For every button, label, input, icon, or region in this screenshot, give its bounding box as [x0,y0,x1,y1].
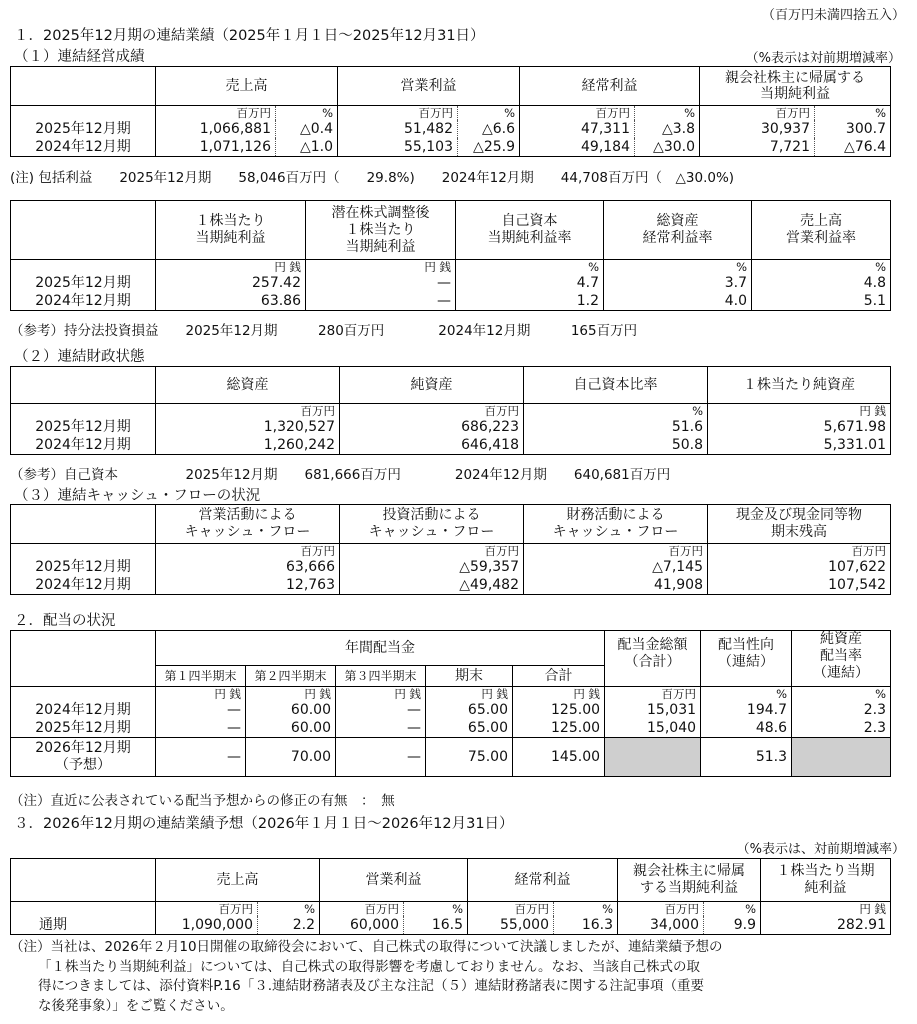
t6-header: 売上高 [156,859,320,902]
cell: △30.0 [635,138,700,157]
t6-unit: % [554,902,618,917]
operating-results-table [10,66,891,157]
cell: 70.00 [246,738,336,777]
cell: 257.42 [156,274,306,292]
cell: 9.9 [704,916,761,935]
cell: — [336,738,426,777]
t6-header: １株当たり当期 純利益 [761,859,891,902]
row-label: 2025年12月期 [11,558,156,576]
cell: 60.00 [246,701,336,719]
t3-header: 純資産 [340,367,524,404]
forecast-row [11,738,891,777]
forecast-footnote [10,938,723,1016]
cell: 686,223 [340,418,524,436]
row-label: 2025年12月期 [11,120,156,138]
cell: 1,320,527 [156,418,340,436]
cell: △59,357 [340,558,524,576]
cell: — [156,719,246,738]
cell: 51,482 [404,121,453,137]
t2-header: 売上高 営業利益率 [752,201,891,260]
t4-unit: 百万円 [156,544,340,559]
cell: 4.0 [604,292,752,311]
cell: 5,671.98 [708,418,891,436]
cell: 12,763 [156,576,340,595]
cell: 2.3 [792,701,891,719]
cell: 125.00 [513,719,605,738]
t6-unit: % [404,902,468,917]
forecast-label: 2026年12月期 （予想） [11,738,156,777]
cell: 4.8 [752,274,891,292]
per-share-table [10,200,891,311]
cell: 7,721 [700,138,815,157]
cell: 300.7 [815,120,891,138]
cell: △49,482 [340,576,524,595]
t1-unit: % [815,106,891,121]
table-row [11,120,891,138]
t2-unit: % [752,260,891,275]
row-label: 2024年12月期 [11,292,156,311]
table-row [11,292,891,311]
cell: 2.3 [792,719,891,738]
t6-header: 経常利益 [468,859,618,902]
section2-title: ２．配当の状況 [14,613,116,629]
cell: 3.7 [604,274,752,292]
cell: 125.00 [513,701,605,719]
section1-title: １．2025年12月期の連結業績（2025年１月１日～2025年12月31日） [14,28,485,44]
t6-unit: 百万円 [364,902,399,916]
cell: 60,000 [320,916,404,935]
t2-header: 総資産 経常利益率 [604,201,752,260]
t4-header: 投資活動による キャッシュ・フロー [340,505,524,544]
cell: 5.1 [752,292,891,311]
cell: 34,000 [618,916,704,935]
financial-position-table [10,366,891,455]
t3-unit: % [524,404,708,419]
cell: △7,145 [524,558,708,576]
footnote-line: 得につきましては、添付資料P.16「３.連結財務諸表及び主な注記（５）連結財務諸表に関する注記事項（重要 [38,978,705,994]
cell: 48.6 [701,719,792,738]
cell: △76.4 [815,138,891,157]
footnote-line: な後発事象）」をご覧ください。 [38,997,234,1014]
t5-subheader: 期末 [426,666,513,687]
t1-header: 親会社株主に帰属する 当期純利益 [700,67,891,106]
t6-header: 営業利益 [320,859,468,902]
table-row [11,436,891,455]
row-label: 2025年12月期 [11,418,156,436]
cell: 1,090,000 [156,916,258,935]
cell: — [156,701,246,719]
t2-header: 潜在株式調整後 １株当たり 当期純利益 [306,201,456,260]
t4-unit: 百万円 [524,544,708,559]
cell: 145.00 [513,738,605,777]
t6-unit: 百万円 [514,902,549,916]
cell: 1,071,126 [156,138,276,157]
cell: 65.00 [426,701,513,719]
t3-unit: 百万円 [156,404,340,419]
t1-header: 営業利益 [338,67,520,106]
cell: — [306,274,456,292]
t5-right-header: 配当金総額 （合計） [605,631,701,687]
cell: 16.3 [554,916,618,935]
t4-unit: 百万円 [708,544,891,559]
cash-flow-table [10,504,891,595]
cell: 50.8 [524,436,708,455]
t3-header: １株当たり純資産 [708,367,891,404]
t1-unit: 百万円 [236,106,271,120]
cell: 55,000 [468,916,554,935]
cell: 1.2 [456,292,604,311]
cell: 16.5 [404,916,468,935]
t5-unit: % [792,687,891,702]
cell: 60.00 [246,719,336,738]
cell: 107,622 [708,558,891,576]
t1-unit: 百万円 [418,106,453,120]
cell: 15,040 [605,719,701,738]
cell: 2.2 [258,916,320,935]
t1-unit: % [458,106,520,121]
t3-header: 自己資本比率 [524,367,708,404]
row-label: 2025年12月期 [11,719,156,738]
t5-subheader: 第３四半期末 [336,666,426,687]
t2-unit: 円 銭 [156,260,306,275]
t2-header: 自己資本 当期純利益率 [456,201,604,260]
t2-unit: 円 銭 [306,260,456,275]
t5-right-header: 純資産 配当率 （連結） [792,631,891,687]
t4-header: 営業活動による キャッシュ・フロー [156,505,340,544]
t4-header: 財務活動による キャッシュ・フロー [524,505,708,544]
footnote-line: 「１株当たり当期純利益」については、自己株式の取得影響を考慮しておりません。なお、当該自己株式の取 [38,958,701,975]
shaded-cell [605,738,701,777]
cell: 194.7 [701,701,792,719]
t5-unit: 円 銭 [426,687,513,702]
t4-header: 現金及び現金同等物 期末残高 [708,505,891,544]
cell: 51.6 [524,418,708,436]
cell: 49,184 [520,138,635,157]
t6-header: 親会社株主に帰属 する当期純利益 [618,859,761,902]
cell: 47,311 [581,121,630,137]
cell: 75.00 [426,738,513,777]
equity-method-note: （参考）持分法投資損益 2025年12月期 280百万円 2024年12月期 165百万円 [10,323,638,339]
table-row [11,576,891,595]
cell: 51.3 [701,738,792,777]
cell: 4.7 [456,274,604,292]
table-row [11,916,891,935]
cell: △3.8 [635,120,700,138]
table-row [11,719,891,738]
t5-unit: 円 銭 [156,687,246,702]
cell: 1,066,881 [199,121,271,137]
t5-subheader: 第１四半期末 [156,666,246,687]
footnote-line: （注）当社は、2026年２月10日開催の取締役会において、自己株式の取得について決議しましたが、連結業績予想の [10,939,723,955]
t3-unit: 百万円 [340,404,524,419]
shaded-cell [792,738,891,777]
cell: 5,331.01 [708,436,891,455]
t3-unit: 円 銭 [708,404,891,419]
t2-header: １株当たり 当期純利益 [156,201,306,260]
rounding-note: （百万円未満四捨五入） [761,8,905,23]
cell: — [336,719,426,738]
t5-subheader: 第２四半期末 [246,666,336,687]
row-label: 2024年12月期 [11,138,156,157]
cell: 41,908 [524,576,708,595]
sub3-title: （３）連結キャッシュ・フローの状況 [14,488,261,504]
cell: △0.4 [276,120,338,138]
sub2-title: （２）連結財政状態 [14,349,145,365]
row-label: 2025年12月期 [11,274,156,292]
cell: — [306,292,456,311]
t1-header: 経常利益 [520,67,700,106]
cell: 63,666 [156,558,340,576]
cell: △25.9 [458,138,520,157]
sub1-title: （１）連結経営成績 [14,49,145,65]
t6-unit: 百万円 [218,902,253,916]
cell: 55,103 [338,138,458,157]
t1-unit: 百万円 [595,106,630,120]
section3-title: ３．2026年12月期の連結業績予想（2026年１月１日～2026年12月31日） [14,816,514,832]
cell: 1,260,242 [156,436,340,455]
row-label: 通期 [11,916,156,935]
t2-unit: % [456,260,604,275]
sub1-note: （%表示は対前期増減率） [745,51,901,66]
t5-unit: 円 銭 [513,687,605,702]
t5-unit: 百万円 [605,687,701,702]
table-row [11,274,891,292]
forecast-table [10,858,891,935]
t6-unit: 百万円 [664,902,699,916]
table-row [11,418,891,436]
equity-note: （参考）自己資本 2025年12月期 681,666百万円 2024年12月期 640,681百万円 [10,467,671,483]
t5-right-header: 配当性向 （連結） [701,631,792,687]
cell: △6.6 [458,120,520,138]
table-row [11,558,891,576]
t5-unit: % [701,687,792,702]
cell: 30,937 [761,121,810,137]
t3-header: 総資産 [156,367,340,404]
cell: — [156,738,246,777]
t5-unit: 円 銭 [246,687,336,702]
t6-unit: 円 銭 [761,902,891,917]
cell: — [336,701,426,719]
t1-unit: % [635,106,700,121]
dividends-table [10,630,891,777]
table-row [11,138,891,157]
t2-unit: % [604,260,752,275]
cell: 107,542 [708,576,891,595]
cell: 65.00 [426,719,513,738]
cell: 282.91 [761,916,891,935]
t4-unit: 百万円 [340,544,524,559]
comprehensive-income-note: (注) 包括利益 2025年12月期 58,046百万円（ 29.8%) 2024年12月期 44,708百万円（ △30.0%) [10,170,735,186]
t1-unit: 百万円 [775,106,810,120]
cell: 15,031 [605,701,701,719]
forecast-note: （%表示は、対前期増減率） [736,842,905,857]
t6-unit: % [258,902,320,917]
cell: △1.0 [276,138,338,157]
t1-unit: % [276,106,338,121]
t6-unit: % [704,902,761,917]
row-label: 2024年12月期 [11,436,156,455]
table-row [11,701,891,719]
t5-group-header: 年間配当金 [156,631,605,666]
cell: 63.86 [156,292,306,311]
dividend-note: （注）直近に公表されている配当予想からの修正の有無 ： 無 [10,793,395,809]
t1-header: 売上高 [156,67,338,106]
t5-subheader: 合計 [513,666,605,687]
row-label: 2024年12月期 [11,576,156,595]
t5-unit: 円 銭 [336,687,426,702]
row-label: 2024年12月期 [11,701,156,719]
cell: 646,418 [340,436,524,455]
